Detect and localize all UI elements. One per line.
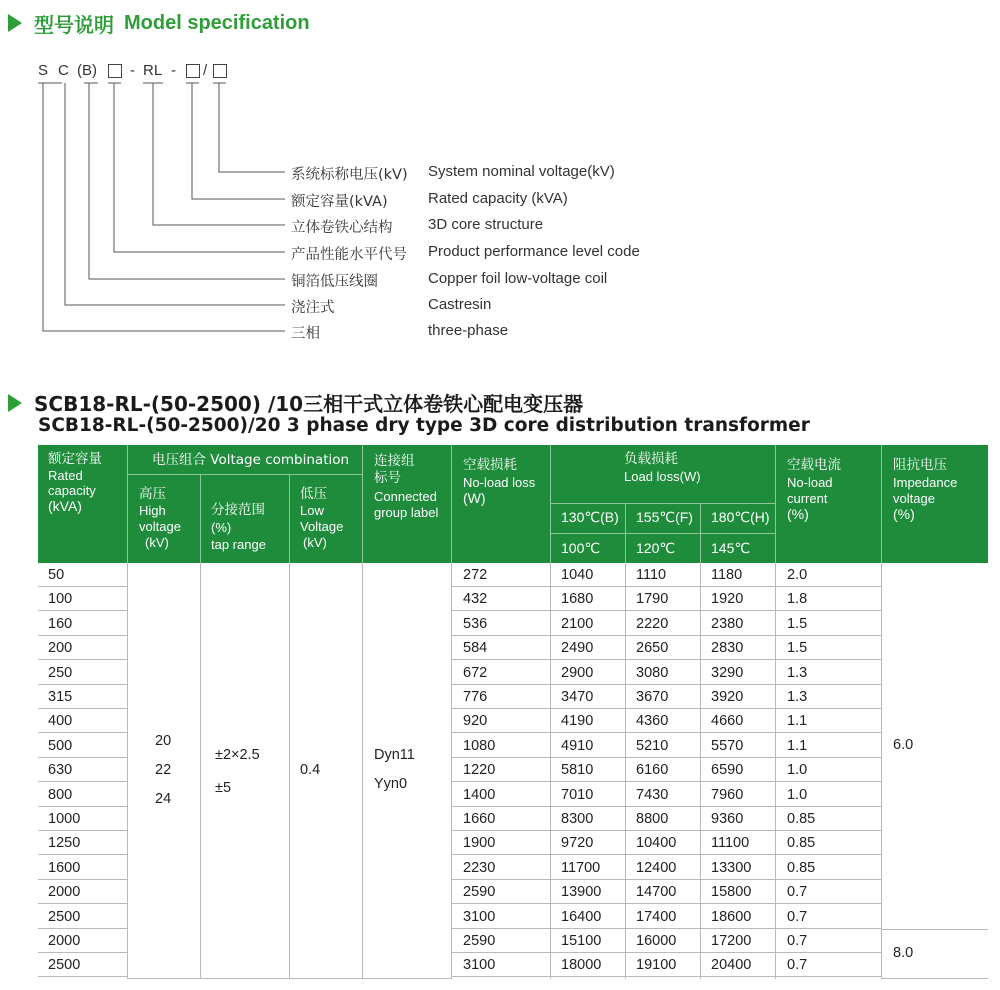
code-char: RL xyxy=(143,62,163,79)
cell-load-loss-f: 17400 xyxy=(636,908,677,925)
cell-capacity: 2500 xyxy=(48,957,81,974)
cell-load-loss-h: 6590 xyxy=(711,762,744,779)
header-noload-current-cn: 空载电流 xyxy=(787,457,841,473)
header-load-loss-cn: 负载损耗 xyxy=(624,451,678,467)
header-high-en: voltage xyxy=(139,519,181,534)
cell-noload-loss: 1660 xyxy=(463,811,496,827)
cell-noload-current: 1.5 xyxy=(787,615,808,632)
cell-load-loss-f: 7430 xyxy=(636,786,669,803)
cell-noload-current: 0.7 xyxy=(787,933,808,949)
group-label-value: Yyn0 xyxy=(374,776,408,792)
header-low-cn: 低压 xyxy=(300,486,327,502)
cell-capacity: 500 xyxy=(48,737,73,754)
spec-item-en: three-phase xyxy=(428,322,509,339)
header-tap-unit: (%) xyxy=(211,520,232,535)
header-temp-b: 130℃(B) xyxy=(561,509,619,525)
cell-capacity: 1600 xyxy=(48,859,81,876)
header-load-loss-en: Load loss(W) xyxy=(624,469,701,484)
spec-item-cn: 铜箔低压线圈 xyxy=(291,274,378,290)
cell-load-loss-f: 2220 xyxy=(636,615,669,632)
spec-item-en: Rated capacity (kVA) xyxy=(428,190,568,207)
cell-load-loss-b: 2100 xyxy=(561,615,594,632)
cell-capacity: 1000 xyxy=(48,811,81,827)
header-noload-current-unit: (%) xyxy=(787,506,809,522)
header-impedance-en: Impedance xyxy=(893,475,958,490)
header-group-cn: 连接组 xyxy=(374,453,415,469)
spec-connector-lines xyxy=(0,0,1000,360)
code-char: S xyxy=(38,62,49,79)
cell-noload-current: 1.0 xyxy=(787,786,808,803)
cell-load-loss-f: 14700 xyxy=(636,884,677,901)
header-high-en: High xyxy=(139,503,166,518)
high-voltage-value: 24 xyxy=(155,791,172,807)
cell-noload-current: 1.5 xyxy=(787,640,808,657)
header-tap-en: tap range xyxy=(211,537,266,552)
header-impedance-cn: 阻抗电压 xyxy=(893,457,947,473)
cell-load-loss-b: 15100 xyxy=(561,933,602,949)
cell-noload-loss: 776 xyxy=(463,689,488,705)
header-ref-b: 100℃ xyxy=(561,540,601,556)
cell-capacity: 50 xyxy=(48,567,65,583)
cell-load-loss-h: 7960 xyxy=(711,786,744,803)
cell-load-loss-h: 18600 xyxy=(711,908,752,925)
header-temp-h: 180℃(H) xyxy=(711,509,770,525)
spec-item-cn: 产品性能水平代号 xyxy=(291,247,407,263)
header-ref-h: 145℃ xyxy=(711,540,751,556)
merged-high-voltage xyxy=(155,727,171,814)
cell-load-loss-b: 2900 xyxy=(561,664,594,681)
spec-item-cn: 三相 xyxy=(291,326,320,342)
spec-item-en: Product performance level code xyxy=(428,243,640,260)
spec-item-cn: 立体卷铁心结构 xyxy=(291,220,393,236)
cell-load-loss-b: 1680 xyxy=(561,591,594,608)
cell-noload-loss: 272 xyxy=(463,567,488,583)
cell-load-loss-f: 2650 xyxy=(636,640,669,657)
header-rated-en: capacity xyxy=(48,483,96,498)
cell-load-loss-h: 1920 xyxy=(711,591,744,608)
impedance-value-2: 8.0 xyxy=(893,945,914,961)
cell-load-loss-b: 7010 xyxy=(561,786,594,803)
high-voltage-value: 22 xyxy=(155,762,172,778)
cell-load-loss-f: 16000 xyxy=(636,933,677,949)
cell-load-loss-f: 1790 xyxy=(636,591,669,608)
cell-capacity: 315 xyxy=(48,689,73,705)
header-noload-loss-unit: (W) xyxy=(463,490,486,506)
cell-load-loss-b: 1040 xyxy=(561,567,594,583)
header-low-unit: (kV) xyxy=(303,535,327,550)
cell-noload-current: 1.1 xyxy=(787,737,808,754)
cell-load-loss-b: 4910 xyxy=(561,737,594,754)
cell-noload-loss: 1900 xyxy=(463,835,496,852)
header-impedance-unit: (%) xyxy=(893,506,915,522)
cell-noload-loss: 1400 xyxy=(463,786,496,803)
cell-load-loss-h: 20400 xyxy=(711,957,752,974)
header-rated-unit: (kVA) xyxy=(48,498,82,514)
code-char: (B) xyxy=(77,62,97,79)
spec-item-cn: 浇注式 xyxy=(291,300,335,316)
cell-noload-current: 0.85 xyxy=(787,859,816,876)
triangle-bullet-icon xyxy=(8,394,22,412)
header-noload-loss-cn: 空载损耗 xyxy=(463,457,517,473)
cell-capacity: 2000 xyxy=(48,933,81,949)
cell-load-loss-f: 3670 xyxy=(636,689,669,705)
cell-capacity: 630 xyxy=(48,762,73,779)
header-group-cn: 标号 xyxy=(374,470,401,486)
cell-noload-current: 2.0 xyxy=(787,567,808,583)
cell-load-loss-h: 15800 xyxy=(711,884,752,901)
cell-capacity: 400 xyxy=(48,713,73,730)
header-voltage-combination: 电压组合 Voltage combination xyxy=(152,452,350,468)
cell-load-loss-f: 8800 xyxy=(636,811,669,827)
cell-load-loss-h: 13300 xyxy=(711,859,752,876)
cell-noload-loss: 2590 xyxy=(463,933,496,949)
spec-item-cn: 系统标称电压(kV) xyxy=(291,167,408,183)
cell-load-loss-b: 4190 xyxy=(561,713,594,730)
high-voltage-value: 20 xyxy=(155,733,172,749)
header-low-en: Voltage xyxy=(300,519,344,534)
cell-load-loss-f: 10400 xyxy=(636,835,677,852)
low-voltage-value: 0.4 xyxy=(300,762,321,778)
header-impedance-en: voltage xyxy=(893,491,935,506)
cell-capacity: 160 xyxy=(48,615,73,632)
header-group-en: group label xyxy=(374,505,439,520)
table-title-line1: SCB18-RL-(50-2500) /10三相干式立体卷铁心配电变压器 xyxy=(34,392,584,416)
cell-noload-loss: 3100 xyxy=(463,908,496,925)
cell-capacity: 200 xyxy=(48,640,73,657)
cell-load-loss-h: 3290 xyxy=(711,664,744,681)
cell-capacity: 2000 xyxy=(48,884,81,901)
spec-item-en: Castresin xyxy=(428,296,492,313)
model-spec-title-en: Model specification xyxy=(124,11,310,34)
cell-load-loss-b: 9720 xyxy=(561,835,594,852)
cell-load-loss-h: 2830 xyxy=(711,640,744,657)
cell-load-loss-h: 2380 xyxy=(711,615,744,632)
cell-load-loss-h: 11100 xyxy=(711,835,750,852)
header-noload-current-en: current xyxy=(787,491,828,506)
cell-load-loss-h: 5570 xyxy=(711,737,744,754)
header-low-en: Low xyxy=(300,503,324,518)
cell-capacity: 1250 xyxy=(48,835,81,852)
header-noload-loss-en: No-load loss xyxy=(463,475,536,490)
table-header xyxy=(38,445,988,563)
cell-load-loss-b: 18000 xyxy=(561,957,602,974)
cell-load-loss-b: 8300 xyxy=(561,811,594,827)
cell-load-loss-b: 11700 xyxy=(561,859,601,876)
cell-noload-current: 1.8 xyxy=(787,591,808,608)
cell-noload-loss: 2590 xyxy=(463,884,496,901)
cell-noload-current: 0.85 xyxy=(787,811,816,827)
code-char: / xyxy=(203,62,208,79)
cell-capacity: 250 xyxy=(48,664,73,681)
cell-noload-current: 1.0 xyxy=(787,762,808,779)
tap-range-value: ±2×2.5 xyxy=(215,747,260,763)
cell-load-loss-f: 3080 xyxy=(636,664,669,681)
cell-load-loss-b: 3470 xyxy=(561,689,594,705)
header-rated-en: Rated xyxy=(48,468,83,483)
code-char: - xyxy=(171,62,176,79)
cell-load-loss-h: 3920 xyxy=(711,689,744,705)
model-spec-title-cn: 型号说明 xyxy=(34,12,114,37)
cell-load-loss-f: 4360 xyxy=(636,713,669,730)
cell-capacity: 100 xyxy=(48,591,73,608)
merged-tap-range xyxy=(215,739,260,805)
header-high-unit: (kV) xyxy=(145,535,169,550)
cell-load-loss-b: 16400 xyxy=(561,908,602,925)
cell-noload-loss: 2230 xyxy=(463,859,496,876)
cell-load-loss-h: 17200 xyxy=(711,933,752,949)
group-label-value: Dyn11 xyxy=(374,747,415,763)
cell-load-loss-f: 5210 xyxy=(636,737,669,754)
cell-noload-current: 0.7 xyxy=(787,908,808,925)
cell-load-loss-b: 5810 xyxy=(561,762,594,779)
header-rated-cn: 额定容量 xyxy=(48,451,102,467)
cell-noload-loss: 1080 xyxy=(463,737,496,754)
header-temp-f: 155℃(F) xyxy=(636,509,693,525)
header-tap-cn: 分接范围 xyxy=(211,502,265,518)
header-group-en: Connected xyxy=(374,489,437,504)
cell-noload-loss: 1220 xyxy=(463,762,496,779)
cell-load-loss-h: 4660 xyxy=(711,713,744,730)
cell-noload-loss: 672 xyxy=(463,664,488,681)
spec-item-cn: 额定容量(kVA) xyxy=(291,194,388,210)
cell-noload-current: 1.3 xyxy=(787,664,808,681)
cell-load-loss-f: 6160 xyxy=(636,762,669,779)
spec-item-en: 3D core structure xyxy=(428,216,544,233)
cell-load-loss-b: 2490 xyxy=(561,640,594,657)
cell-noload-current: 0.7 xyxy=(787,957,808,974)
cell-load-loss-h: 9360 xyxy=(711,811,744,827)
cell-load-loss-b: 13900 xyxy=(561,884,602,901)
table-title-line2: SCB18-RL-(50-2500)/20 3 phase dry type 3D core distribution transformer xyxy=(38,415,810,436)
cell-noload-loss: 920 xyxy=(463,713,488,730)
spec-item-en: Copper foil low-voltage coil xyxy=(428,270,608,287)
cell-noload-loss: 584 xyxy=(463,640,488,657)
cell-load-loss-f: 12400 xyxy=(636,859,677,876)
cell-noload-loss: 3100 xyxy=(463,957,496,974)
cell-load-loss-f: 19100 xyxy=(636,957,677,974)
header-ref-f: 120℃ xyxy=(636,540,676,556)
header-noload-current-en: No-load xyxy=(787,475,833,490)
cell-capacity: 2500 xyxy=(48,908,81,925)
code-char: - xyxy=(130,62,135,79)
cell-noload-current: 1.3 xyxy=(787,689,808,705)
cell-noload-current: 1.1 xyxy=(787,713,808,730)
cell-noload-current: 0.85 xyxy=(787,835,816,852)
cell-load-loss-h: 1180 xyxy=(711,567,743,583)
cell-noload-loss: 536 xyxy=(463,615,488,632)
header-high-cn: 高压 xyxy=(139,486,166,502)
cell-noload-loss: 432 xyxy=(463,591,488,608)
table-heading xyxy=(8,388,810,436)
code-char: C xyxy=(58,62,69,79)
spec-item-en: System nominal voltage(kV) xyxy=(428,163,615,180)
impedance-value-1: 6.0 xyxy=(893,737,914,753)
tap-range-value: ±5 xyxy=(215,780,232,796)
cell-load-loss-f: 1110 xyxy=(636,567,667,583)
cell-capacity: 800 xyxy=(48,786,73,803)
merged-group-label xyxy=(374,741,415,799)
cell-noload-current: 0.7 xyxy=(787,884,808,901)
